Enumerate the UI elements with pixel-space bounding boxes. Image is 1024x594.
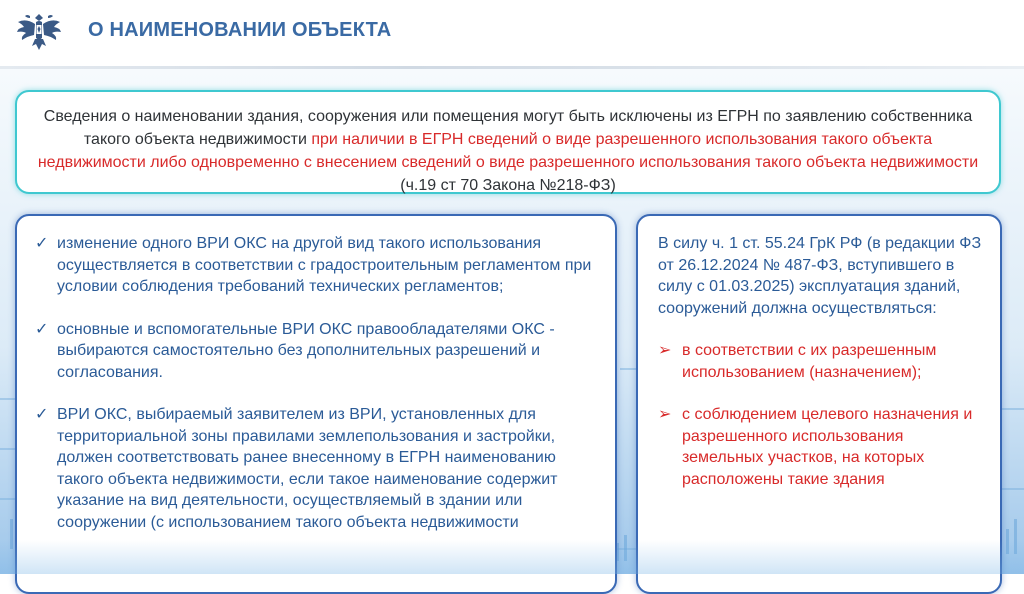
- arrowhead-bullet-icon: ➢: [658, 342, 672, 359]
- notice-box-egrn: [15, 90, 1001, 194]
- notice-text: Сведения о наименовании здания, сооружения или помещения могут быть исключены из ЕГРН по заявлению собственника такого объекта недвижимости: [43, 108, 973, 148]
- double-headed-eagle-emblem-icon: [14, 8, 64, 58]
- arrowhead-bullet-icon: ➢: [658, 406, 672, 423]
- list-item: [35, 319, 599, 384]
- list-item: [658, 340, 986, 383]
- notice-highlight-text: при наличии в ЕГРН сведений о виде разрешенного использования такого объекта недвижимости либо одновременно с внесением сведений о виде разрешенного использования такого объекта недвижимости: [37, 131, 979, 171]
- list-item-text: основные и вспомогательные ВРИ ОКС правообладателями ОКС - выбираются самостоятельно без дополнительных разрешений и согласования.: [57, 320, 555, 381]
- article-intro-text: В силу ч. 1 ст. 55.24 ГрК РФ (в редакции ФЗ от 26.12.2024 № 487-ФЗ, вступившего в силу с 01.03.2025) эксплуатация зданий, сооружений должна осуществляться:: [658, 235, 982, 317]
- checkmark-icon: ✓: [35, 320, 49, 338]
- grk-article-box: [636, 214, 1002, 594]
- list-item: [35, 404, 599, 533]
- vri-rules-box: [15, 214, 617, 594]
- list-item-text: изменение одного ВРИ ОКС на другой вид такого использования осуществляется в соответствии с градостроительным регламентом при условии соблюдения требований технических регламентов;: [57, 235, 592, 295]
- header-bar: [0, 0, 1024, 66]
- list-item-text: с соблюдением целевого назначения и разрешенного использования земельных участков, на которых расположены такие здания: [682, 406, 973, 488]
- list-item-text: ВРИ ОКС, выбираемый заявителем из ВРИ, установленных для территориальной зоны правилами землепользования и застройки, должен соответствовать ранее внесенному в ЕГРН наименованию такого объекта недвижимости, если такое наименование содержит указание на вид деятельности, осуществляемый в здании или сооружении (с использованием такого объекта недвижимости: [57, 406, 558, 531]
- checkmark-icon: ✓: [35, 235, 49, 252]
- page-title: О НАИМЕНОВАНИИ ОБЪЕКТА: [88, 19, 392, 41]
- checkmark-icon: ✓: [35, 406, 49, 423]
- notice-law-reference: (ч.19 ст 70 Закона №218-ФЗ): [400, 177, 616, 194]
- list-item-text: в соответствии с их разрешенным использованием (назначением);: [682, 342, 937, 381]
- list-item: [35, 233, 599, 298]
- list-item: [658, 404, 986, 490]
